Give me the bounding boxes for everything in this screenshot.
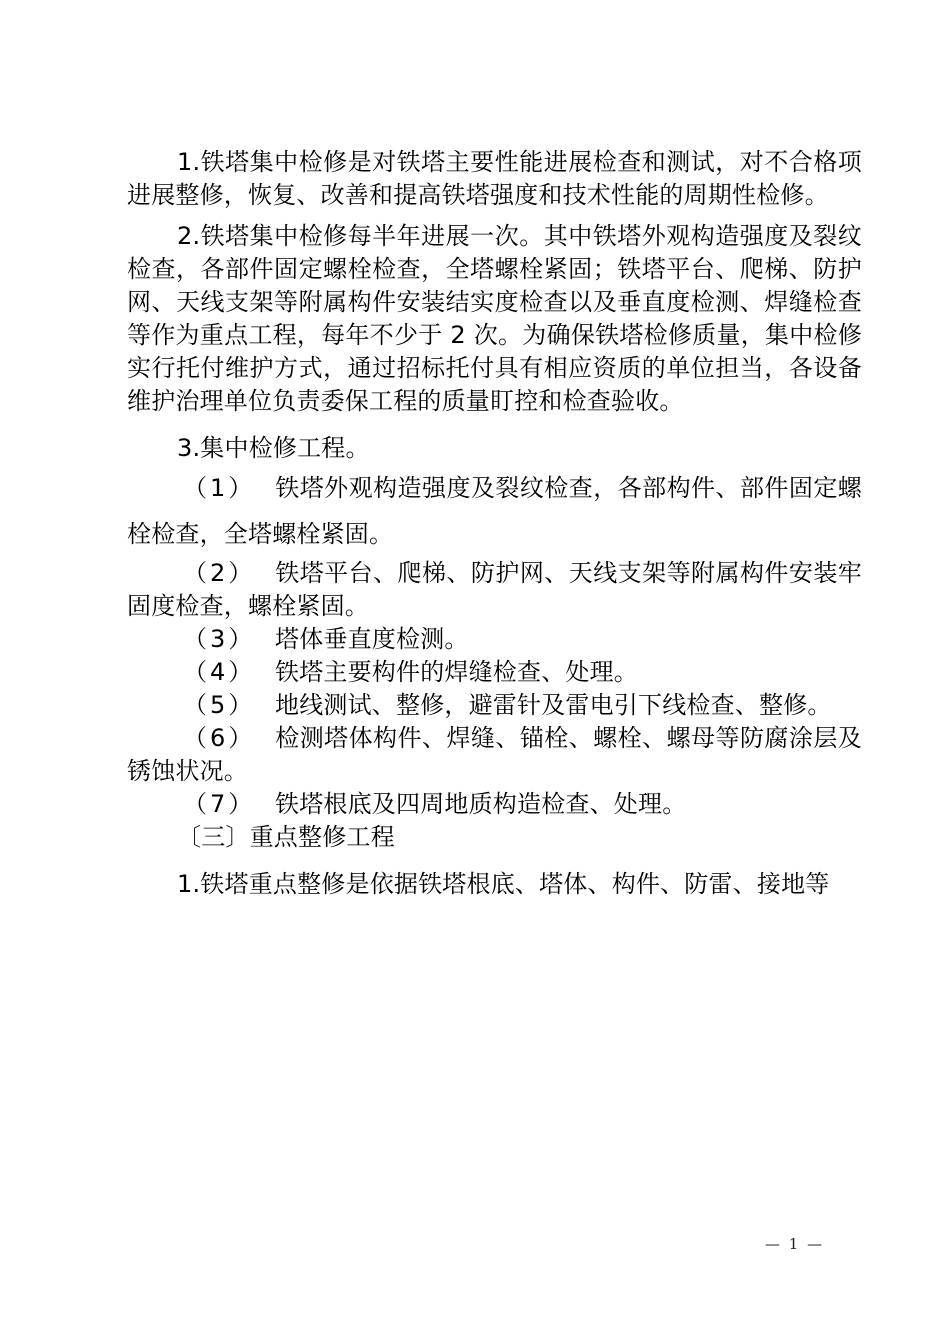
list-item-number: （4）	[183, 658, 256, 686]
list-item-text: 检测塔体构件、焊缝、锚栓、螺栓、螺母等防腐涂层及 锈蚀状况。	[127, 724, 862, 785]
list-item-text: 塔体垂直度检测。	[275, 625, 469, 653]
list-item-number: （7）	[183, 790, 256, 818]
list-item-text: 铁塔平台、爬梯、防护网、天线支架等附属构件安装牢 固度检查，螺栓紧固。	[127, 559, 862, 620]
document-body	[127, 146, 862, 901]
list-item-4	[127, 656, 862, 689]
list-item-2	[127, 557, 862, 623]
list-item-number: （3）	[183, 625, 256, 653]
paragraph-2: 2.铁塔集中检修每半年进展一次。其中铁塔外观构造强度及裂纹检查，各部件固定螺栓检查，全塔螺栓紧固；铁塔平台、爬梯、防护网、天线支架等附属构件安装结实度检查以及垂直度检测、焊缝检查等作为重点工程，每年不少于 2 次。为确保铁塔检修质量，集中检修实行托付维护方式，通过招标托付具有相应资质的单位担当，各设备维护治理单位负责委保工程的质量盯控和检查验收。	[127, 222, 862, 415]
list-item-number: （1）	[183, 474, 256, 502]
list-item-number: （2）	[183, 559, 256, 587]
list-item-number: （5）	[183, 691, 256, 719]
list-item-text: 铁塔外观构造强度及裂纹检查，各部构件、部件固定螺栓检查，全塔螺栓紧固。	[127, 474, 862, 548]
section-heading: 〔三〕重点整修工程	[177, 823, 395, 851]
list-item-5	[127, 689, 862, 722]
paragraph-1: 1.铁塔集中检修是对铁塔主要性能进展检查和测试，对不合格项进展整修，恢复、改善和提高铁塔强度和技术性能的周期性检修。	[127, 148, 862, 209]
list-item-3	[127, 623, 862, 656]
list-item-text: 铁塔主要构件的焊缝检查、处理。	[275, 658, 638, 686]
list-item-number: （6）	[183, 724, 256, 752]
page-number: — 1 —	[765, 1235, 825, 1253]
list-item-1	[127, 465, 862, 557]
list-item-text: 地线测试、整修，避雷针及雷电引下线检查、整修。	[275, 691, 832, 719]
paragraph-3: 3.集中检修工程。	[177, 434, 370, 462]
paragraph-4: 1.铁塔重点整修是依据铁塔根底、塔体、构件、防雷、接地等	[177, 870, 830, 898]
list-item-6	[127, 722, 862, 788]
list-item-text: 铁塔根底及四周地质构造检查、处理。	[275, 790, 687, 818]
list-item-7	[127, 788, 862, 821]
